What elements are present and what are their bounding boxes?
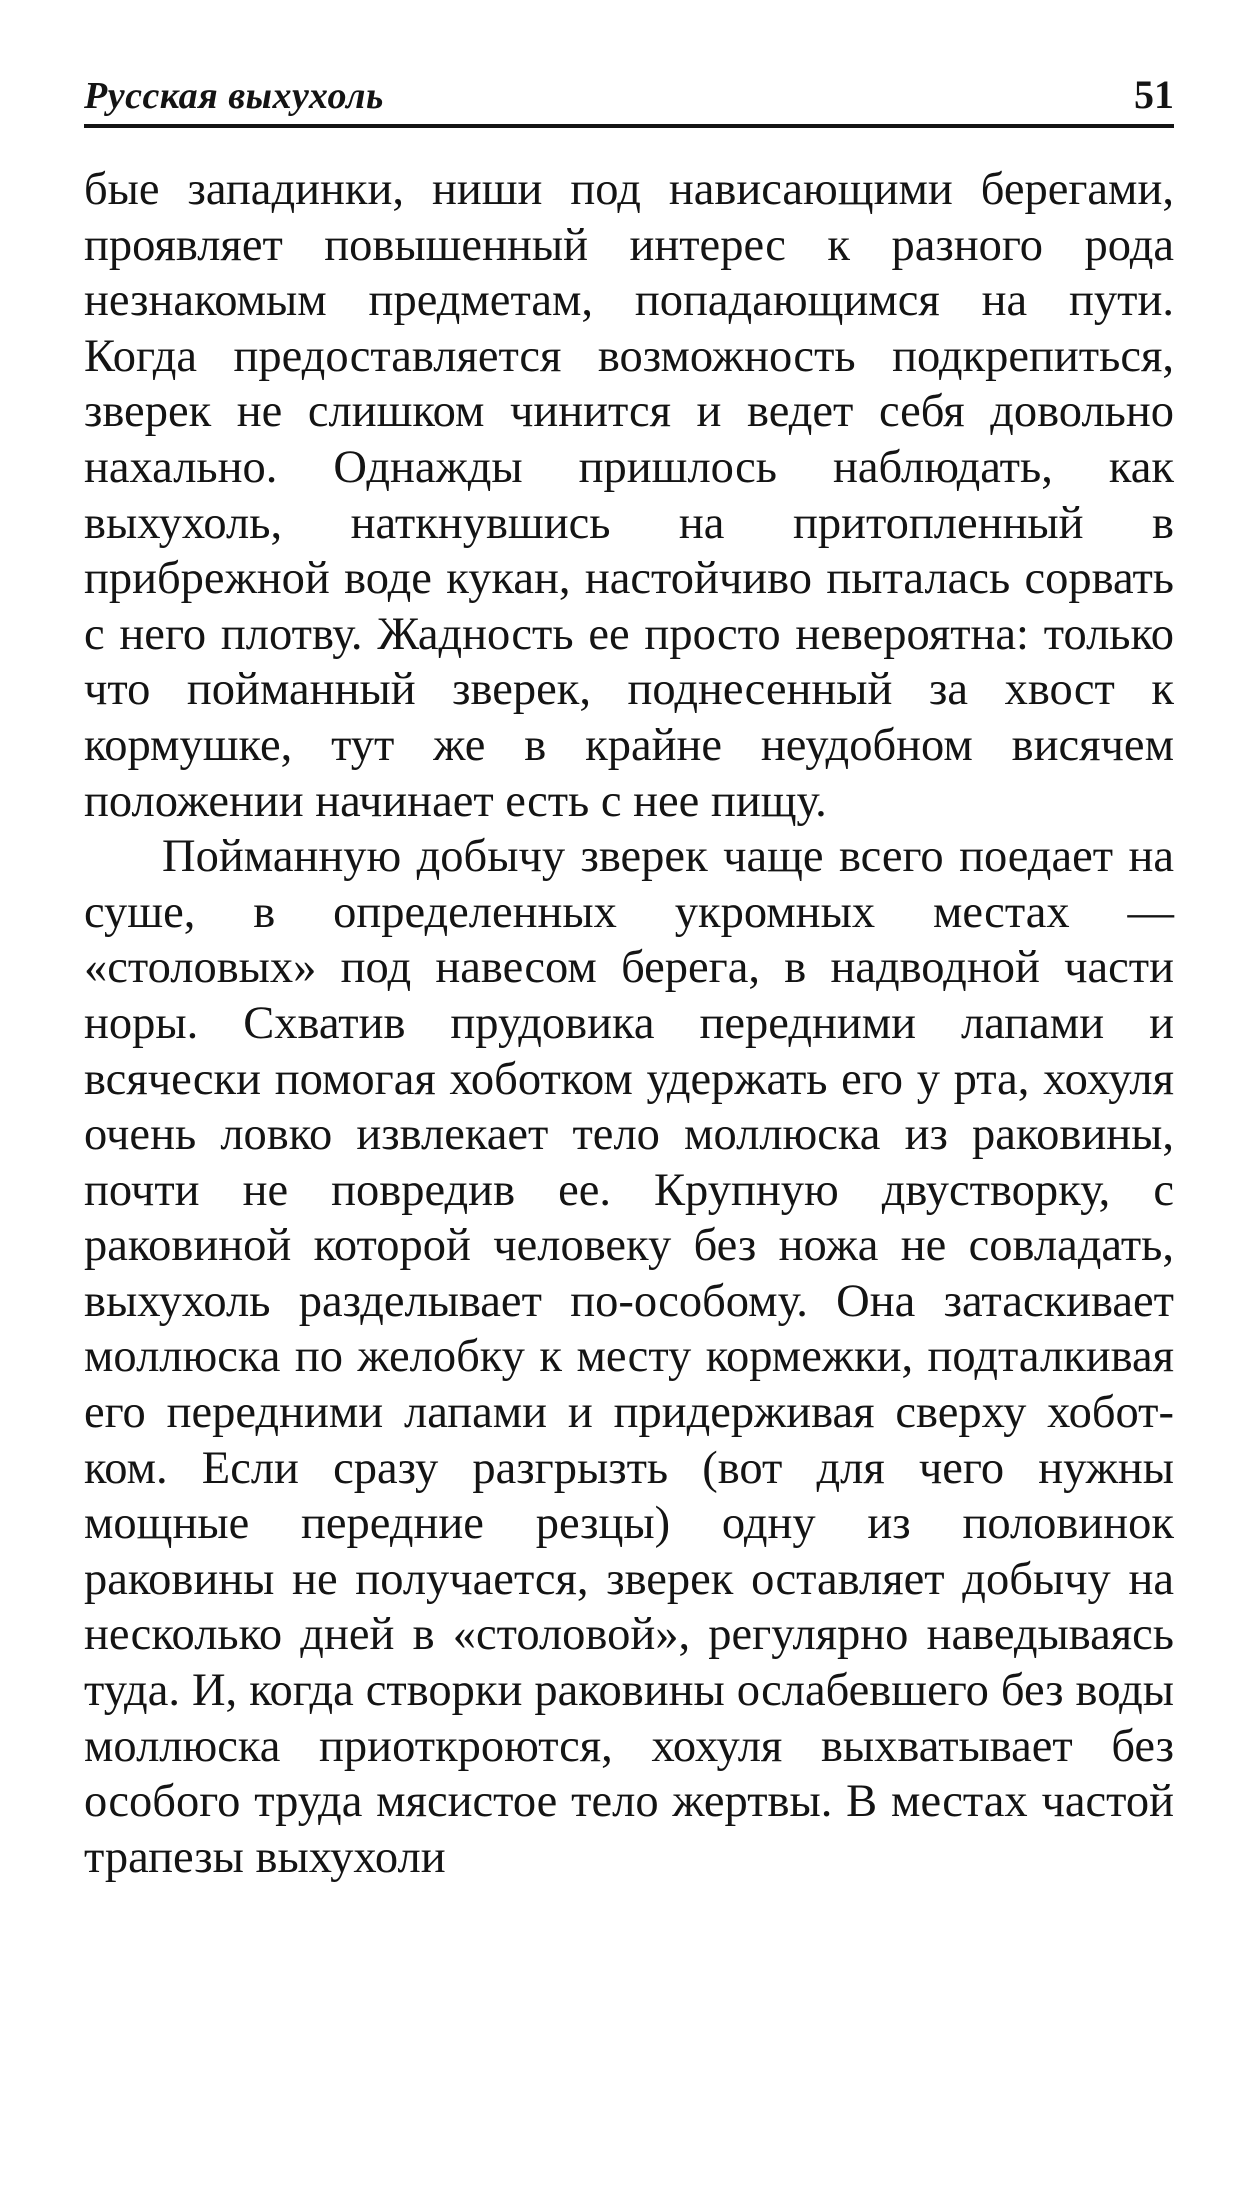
- running-title: Русская выхухоль: [84, 75, 384, 117]
- page-number: 51: [1134, 72, 1174, 117]
- running-header: [84, 66, 1174, 128]
- paragraph-continued: бые западинки, ниши под нависающими берегами, проявляет повышенный интерес к разного рода незнакомым предметам, попадающимся на пути. Когда предоставляется возможность подкрепиться, зверек не слишком чинится и ведет себя довольно нахально. Однажды пришлось наблюдать, как выхухоль, наткнувшись на притопленный в прибрежной воде кукан, настойчиво пыталась сорвать с него плотву. Жадность ее просто невероятна: только что пойманный зверек, поднесенный за хвост к кормушке, тут же в крайне неудобном висячем положении начинает есть с нее пищу.: [84, 164, 1174, 827]
- book-page: [84, 66, 1174, 1885]
- body-text: [84, 162, 1174, 1885]
- paragraph: Пойманную добычу зверек чаще всего поедает на суше, в определенных укромных местах — «столовых» под навесом берега, в надводной части норы. Схватив прудовика передними лапами и всячески помогая хоботком удержать его у рта, хохуля очень ловко извлекает тело моллюска из раковины, почти не повредив ее. Крупную двустворку, с раковиной которой человеку без ножа не совладать, выхухоль разделывает по-особому. Она затаскивает моллюска по желобку к месту кормежки, подталкивая его передними лапами и придерживая сверху хоботком. Если сразу разгрызть (вот для чего нужны мощные передние резцы) одну из половинок раковины не получается, зверек оставляет добычу на несколько дней в «столовой», регулярно наведываясь туда. И, когда створки раковины ослабевшего без воды моллюска приоткроются, хохуля выхватывает без особого труда мясистое тело жертвы. В местах частой трапезы выхухоли: [84, 831, 1174, 1883]
